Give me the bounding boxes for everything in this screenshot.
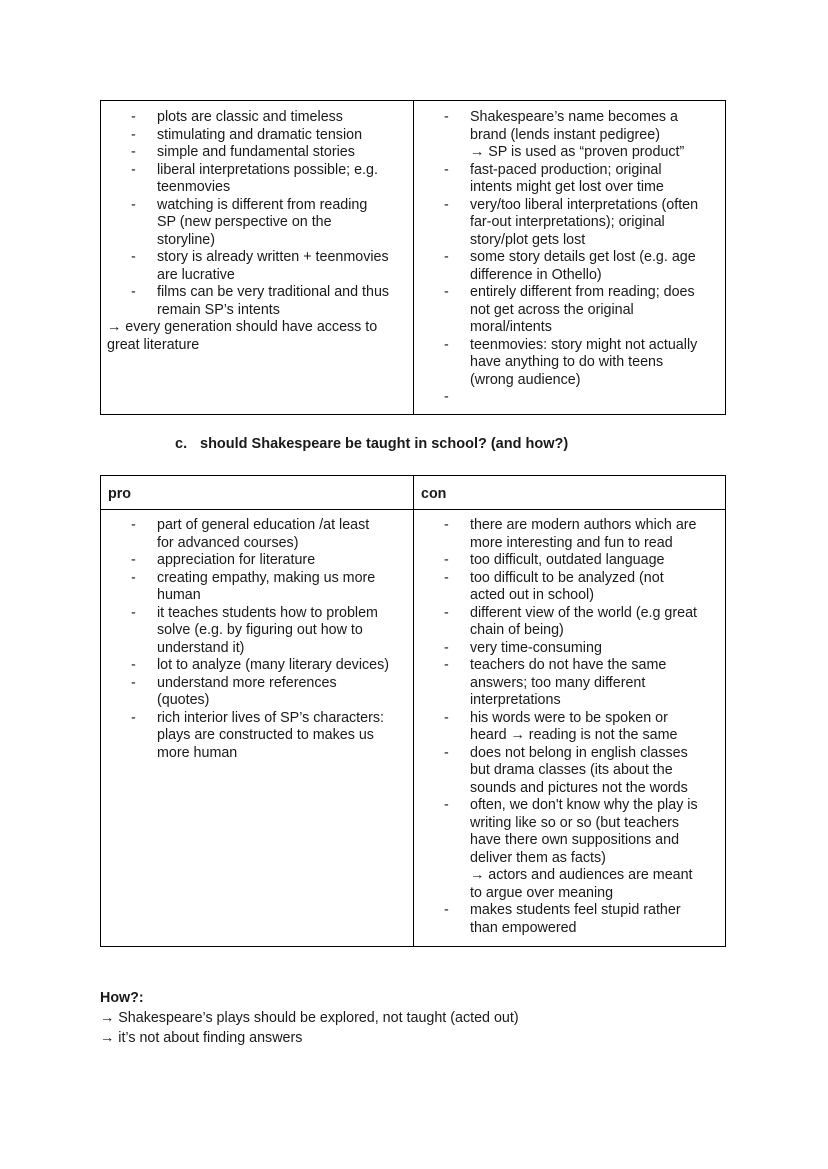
con-list <box>414 109 725 407</box>
how-line: → Shakespeare’s plays should be explored, not taught (acted out) <box>100 1010 519 1026</box>
table-header-row <box>101 476 725 510</box>
how-line: → it’s not about finding answers <box>100 1030 303 1046</box>
how-section <box>100 988 519 1048</box>
list-item-continuation: difference in Othello) <box>470 266 602 283</box>
list-item-continuation: than empowered <box>470 919 577 936</box>
list-item-continuation: but drama classes (its about the <box>470 762 673 778</box>
list-item-continuation: brand (lends instant pedigree) <box>470 126 660 143</box>
list-item-continuation: plays are constructed to makes us <box>157 727 374 743</box>
list-item-continuation: (wrong audience) <box>470 371 581 388</box>
list-item: - appreciation for literature <box>101 552 413 570</box>
conclusion-note <box>101 319 413 354</box>
list-item: - very/too liberal interpretations (often <box>414 197 725 215</box>
list-item: - very time-consuming <box>414 640 725 658</box>
note-line: great literature <box>107 336 200 353</box>
list-item: - creating empathy, making us more <box>101 570 413 588</box>
list-item-continuation: → actors and audiences are meant <box>470 867 693 883</box>
pro-list <box>101 109 413 319</box>
list-item-continuation: chain of being) <box>470 622 564 638</box>
list-item: - stimulating and dramatic tension <box>101 127 413 145</box>
list-item: - his words were to be spoken or <box>414 710 725 728</box>
list-item: - too difficult, outdated language <box>414 552 725 570</box>
list-item: - Shakespeare’s name becomes a <box>414 109 725 127</box>
list-item: - understand more references <box>101 675 413 693</box>
list-item-continuation: → SP is used as “proven product” <box>470 144 685 160</box>
list-item: - story is already written + teenmovies <box>101 249 413 267</box>
list-item-continuation: deliver them as facts) <box>470 849 606 866</box>
section-heading <box>175 436 568 454</box>
section-letter: c. <box>175 436 188 452</box>
list-item: - some story details get lost (e.g. age <box>414 249 725 267</box>
list-item-continuation: interpretations <box>470 692 561 708</box>
list-item-continuation: understand it) <box>157 639 245 656</box>
list-item-continuation: story/plot gets lost <box>470 231 586 248</box>
list-item: - part of general education /at least <box>101 517 413 535</box>
list-item-continuation: storyline) <box>157 231 215 248</box>
section-title: should Shakespeare be taught in school? (and how?) <box>200 436 569 452</box>
con-list <box>414 517 725 937</box>
list-item-continuation: answers; too many different <box>470 674 646 691</box>
table-body-row <box>101 510 725 946</box>
list-item: - entirely different from reading; does <box>414 284 725 302</box>
list-item: - rich interior lives of SP’s characters: <box>101 710 413 728</box>
list-item-continuation: (quotes) <box>157 692 210 708</box>
note-line: → every generation should have access to <box>107 319 378 335</box>
list-item-continuation: human <box>157 587 201 603</box>
list-item-continuation: not get across the original <box>470 301 634 318</box>
list-item <box>414 389 725 407</box>
comparison-table-school <box>100 475 726 947</box>
list-item-continuation: heard → reading is not the same <box>470 727 678 743</box>
pro-header: pro <box>108 486 132 502</box>
list-item: - simple and fundamental stories <box>101 144 413 162</box>
list-item-continuation: have there own suppositions and <box>470 832 680 848</box>
list-item: - often, we don't know why the play is <box>414 797 725 815</box>
how-heading: How?: <box>100 990 144 1006</box>
list-item: - fast-paced production; original <box>414 162 725 180</box>
list-item-continuation: intents might get lost over time <box>470 179 664 195</box>
list-item: - teenmovies: story might not actually <box>414 337 725 355</box>
list-item-continuation: have anything to do with teens <box>470 354 664 370</box>
list-item-continuation: remain SP’s intents <box>157 301 280 318</box>
pro-column <box>101 101 413 414</box>
list-item: - it teaches students how to problem <box>101 605 413 623</box>
con-header: con <box>413 476 725 509</box>
list-item: - does not belong in english classes <box>414 745 725 763</box>
list-item: - plots are classic and timeless <box>101 109 413 127</box>
list-item: - teachers do not have the same <box>414 657 725 675</box>
list-item: - makes students feel stupid rather <box>414 902 725 920</box>
list-item-continuation: moral/intents <box>470 319 552 335</box>
list-item-continuation: to argue over meaning <box>470 884 614 901</box>
list-item: - watching is different from reading <box>101 197 413 215</box>
list-item-continuation: acted out in school) <box>470 587 594 603</box>
list-item-continuation: far-out interpretations); original <box>470 214 665 230</box>
con-column <box>413 509 725 946</box>
comparison-table-film <box>100 100 726 415</box>
list-item-continuation: more interesting and fun to read <box>470 534 673 551</box>
list-item-continuation: for advanced courses) <box>157 534 299 551</box>
list-item: - too difficult to be analyzed (not <box>414 570 725 588</box>
list-item: - liberal interpretations possible; e.g. <box>101 162 413 180</box>
list-item: - there are modern authors which are <box>414 517 725 535</box>
list-item-continuation: more human <box>157 744 238 761</box>
pro-column <box>101 509 413 946</box>
con-column <box>413 101 725 414</box>
list-item-continuation: SP (new perspective on the <box>157 214 332 230</box>
list-item-continuation: sounds and pictures not the words <box>470 779 688 796</box>
list-item: - films can be very traditional and thus <box>101 284 413 302</box>
list-item: - lot to analyze (many literary devices) <box>101 657 413 675</box>
list-item-continuation: teenmovies <box>157 179 231 195</box>
list-item-continuation: writing like so or so (but teachers <box>470 814 679 831</box>
list-item-continuation: solve (e.g. by figuring out how to <box>157 622 363 638</box>
list-item-continuation: are lucrative <box>157 266 235 283</box>
pro-list <box>101 517 413 762</box>
list-item: - different view of the world (e.g great <box>414 605 725 623</box>
